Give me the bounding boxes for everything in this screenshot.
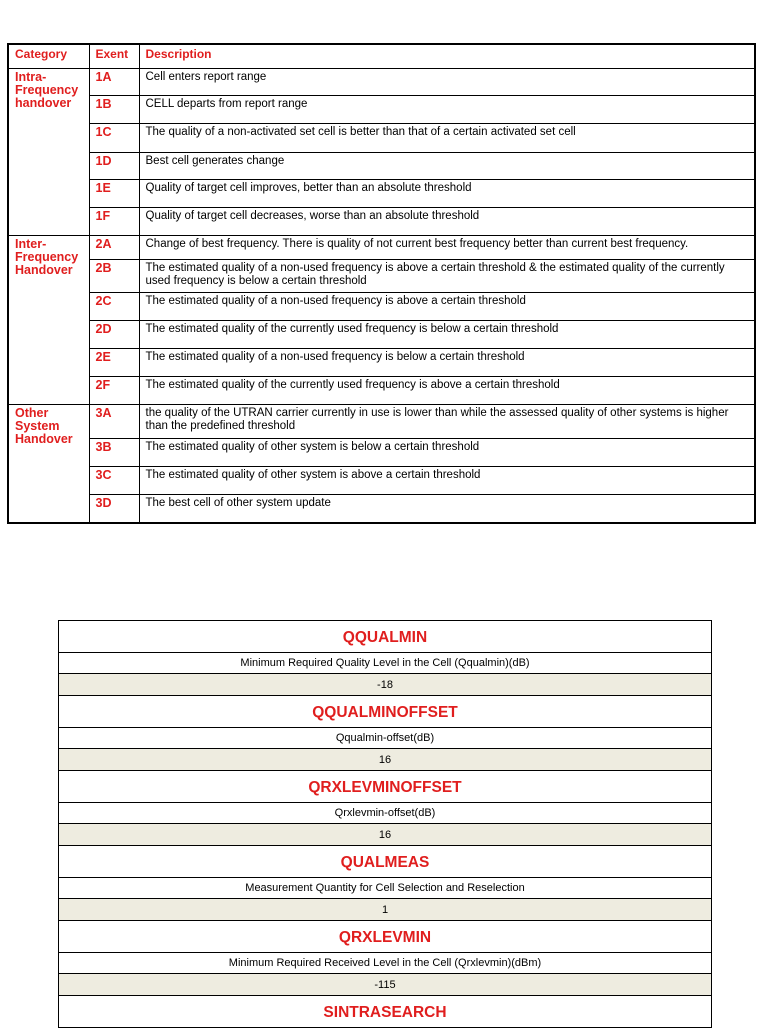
- event-code-cell: 1E: [89, 180, 139, 208]
- event-code-cell: 1F: [89, 208, 139, 236]
- parameter-table: [58, 620, 712, 1028]
- parameter-description: Measurement Quantity for Cell Selection and Reselection: [59, 878, 712, 899]
- description-cell: The estimated quality of other system is above a certain threshold: [139, 467, 755, 495]
- description-cell: CELL departs from report range: [139, 96, 755, 124]
- parameter-value-row: [59, 749, 712, 771]
- table-row: [8, 377, 755, 405]
- table-row: [8, 69, 755, 96]
- description-cell: Quality of target cell improves, better than an absolute threshold: [139, 180, 755, 208]
- table-row: [8, 321, 755, 349]
- category-cell: Other System Handover: [8, 405, 89, 523]
- parameter-name: SINTRASEARCH: [59, 996, 712, 1028]
- parameter-name: QRXLEVMINOFFSET: [59, 771, 712, 803]
- event-code-cell: 2D: [89, 321, 139, 349]
- parameter-name-row: [59, 921, 712, 953]
- parameter-name: QQUALMIN: [59, 621, 712, 653]
- description-cell: The estimated quality of the currently used frequency is below a certain threshold: [139, 321, 755, 349]
- event-code-cell: 2E: [89, 349, 139, 377]
- parameter-description: Minimum Required Quality Level in the Cell (Qqualmin)(dB): [59, 653, 712, 674]
- event-code-cell: 3D: [89, 495, 139, 523]
- event-code-cell: 2B: [89, 260, 139, 293]
- table-row: [8, 208, 755, 236]
- event-code-cell: 3B: [89, 439, 139, 467]
- description-cell: Quality of target cell decreases, worse than an absolute threshold: [139, 208, 755, 236]
- table-row: [8, 96, 755, 124]
- header-description: Description: [139, 44, 755, 69]
- description-cell: The quality of a non-activated set cell is better than that of a certain activated set cell: [139, 124, 755, 153]
- parameter-value-row: [59, 974, 712, 996]
- parameter-value-row: [59, 824, 712, 846]
- parameter-description-row: [59, 878, 712, 899]
- parameter-value: 16: [59, 824, 712, 846]
- description-cell: Cell enters report range: [139, 69, 755, 96]
- parameter-description-row: [59, 803, 712, 824]
- description-cell: The estimated quality of the currently used frequency is above a certain threshold: [139, 377, 755, 405]
- header-category: Category: [8, 44, 89, 69]
- description-cell: The estimated quality of other system is below a certain threshold: [139, 439, 755, 467]
- table-row: [8, 153, 755, 180]
- event-code-cell: 1C: [89, 124, 139, 153]
- parameter-description: Qqualmin-offset(dB): [59, 728, 712, 749]
- parameter-value: 16: [59, 749, 712, 771]
- table-row: [8, 495, 755, 523]
- parameter-name-row: [59, 771, 712, 803]
- event-code-cell: 3A: [89, 405, 139, 439]
- description-cell: Change of best frequency. There is quality of not current best frequency better than current best frequency.: [139, 236, 755, 260]
- table-row: [8, 260, 755, 293]
- event-code-cell: 3C: [89, 467, 139, 495]
- header-event: Exent: [89, 44, 139, 69]
- event-code-cell: 2A: [89, 236, 139, 260]
- description-cell: The estimated quality of a non-used frequency is above a certain threshold: [139, 293, 755, 321]
- parameter-name: QUALMEAS: [59, 846, 712, 878]
- parameter-description-row: [59, 653, 712, 674]
- parameter-value: -18: [59, 674, 712, 696]
- parameter-description-row: [59, 953, 712, 974]
- event-code-cell: 2C: [89, 293, 139, 321]
- parameter-value-row: [59, 899, 712, 921]
- parameter-name-row: [59, 621, 712, 653]
- table-row: [8, 293, 755, 321]
- category-cell: Inter-Frequency Handover: [8, 236, 89, 405]
- parameter-value: 1: [59, 899, 712, 921]
- table-row: [8, 405, 755, 439]
- parameter-name-row: [59, 696, 712, 728]
- parameter-description: Qrxlevmin-offset(dB): [59, 803, 712, 824]
- description-cell: The best cell of other system update: [139, 495, 755, 523]
- parameter-name: QQUALMINOFFSET: [59, 696, 712, 728]
- table-row: [8, 236, 755, 260]
- category-cell: Intra-Frequency handover: [8, 69, 89, 236]
- table-header-row: [8, 44, 755, 69]
- description-cell: the quality of the UTRAN carrier currently in use is lower than while the assessed quality of other systems is higher than the predefined threshold: [139, 405, 755, 439]
- table-row: [8, 349, 755, 377]
- table-row: [8, 180, 755, 208]
- description-cell: The estimated quality of a non-used frequency is above a certain threshold & the estimated quality of the currently used frequency is below a certain threshold: [139, 260, 755, 293]
- parameter-description-row: [59, 728, 712, 749]
- parameter-value-row: [59, 674, 712, 696]
- event-code-cell: 2F: [89, 377, 139, 405]
- event-code-cell: 1D: [89, 153, 139, 180]
- event-code-cell: 1B: [89, 96, 139, 124]
- description-cell: Best cell generates change: [139, 153, 755, 180]
- parameter-description: Minimum Required Received Level in the Cell (Qrxlevmin)(dBm): [59, 953, 712, 974]
- event-code-cell: 1A: [89, 69, 139, 96]
- parameter-name: QRXLEVMIN: [59, 921, 712, 953]
- description-cell: The estimated quality of a non-used frequency is below a certain threshold: [139, 349, 755, 377]
- table-row: [8, 124, 755, 153]
- event-table: [7, 43, 756, 524]
- parameter-name-row: [59, 996, 712, 1028]
- parameter-name-row: [59, 846, 712, 878]
- table-row: [8, 467, 755, 495]
- table-row: [8, 439, 755, 467]
- parameter-value: -115: [59, 974, 712, 996]
